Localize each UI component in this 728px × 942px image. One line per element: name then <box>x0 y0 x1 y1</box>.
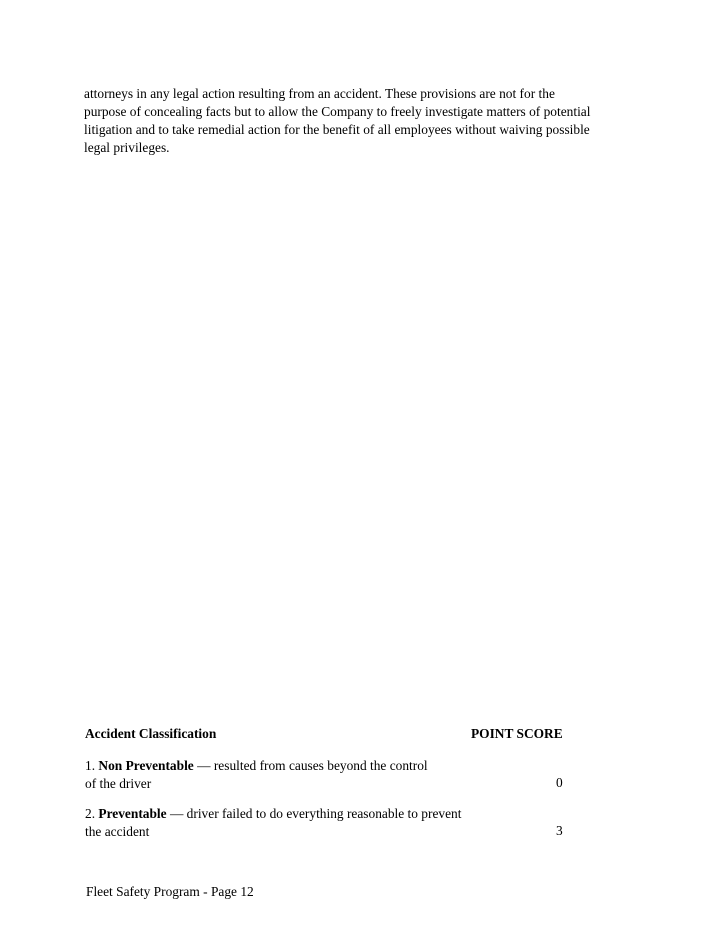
page-footer: Fleet Safety Program - Page 12 <box>86 884 254 899</box>
score-value: 0 <box>556 775 563 790</box>
item-term: Preventable <box>98 806 167 821</box>
item-description: — driver failed to do everything reasonable to prevent <box>166 806 462 821</box>
paragraph-line: purpose of concealing facts but to allow the Company to freely investigate matters of potential <box>84 104 591 119</box>
paragraph-line: legal privileges. <box>84 140 170 155</box>
item-line-1 <box>85 805 585 823</box>
item-line-2: of the driver <box>85 776 152 791</box>
classification-item-preventable <box>85 805 585 841</box>
score-value: 3 <box>556 823 563 838</box>
item-number: 1. <box>85 758 96 773</box>
body-paragraph <box>84 85 644 157</box>
item-line-1 <box>85 757 585 775</box>
point-score-heading: POINT SCORE <box>471 726 563 741</box>
paragraph-line: attorneys in any legal action resulting from an accident. These provisions are not for the <box>84 86 555 101</box>
item-line-2: the accident <box>85 824 150 839</box>
item-term: Non Preventable <box>98 758 194 773</box>
classification-heading: Accident Classification <box>85 726 217 741</box>
item-number: 2. <box>85 806 96 821</box>
item-description: — resulted from causes beyond the control <box>193 758 428 773</box>
paragraph-line: litigation and to take remedial action for the benefit of all employees without waiving possible <box>84 122 590 137</box>
classification-item-non-preventable <box>85 757 585 793</box>
